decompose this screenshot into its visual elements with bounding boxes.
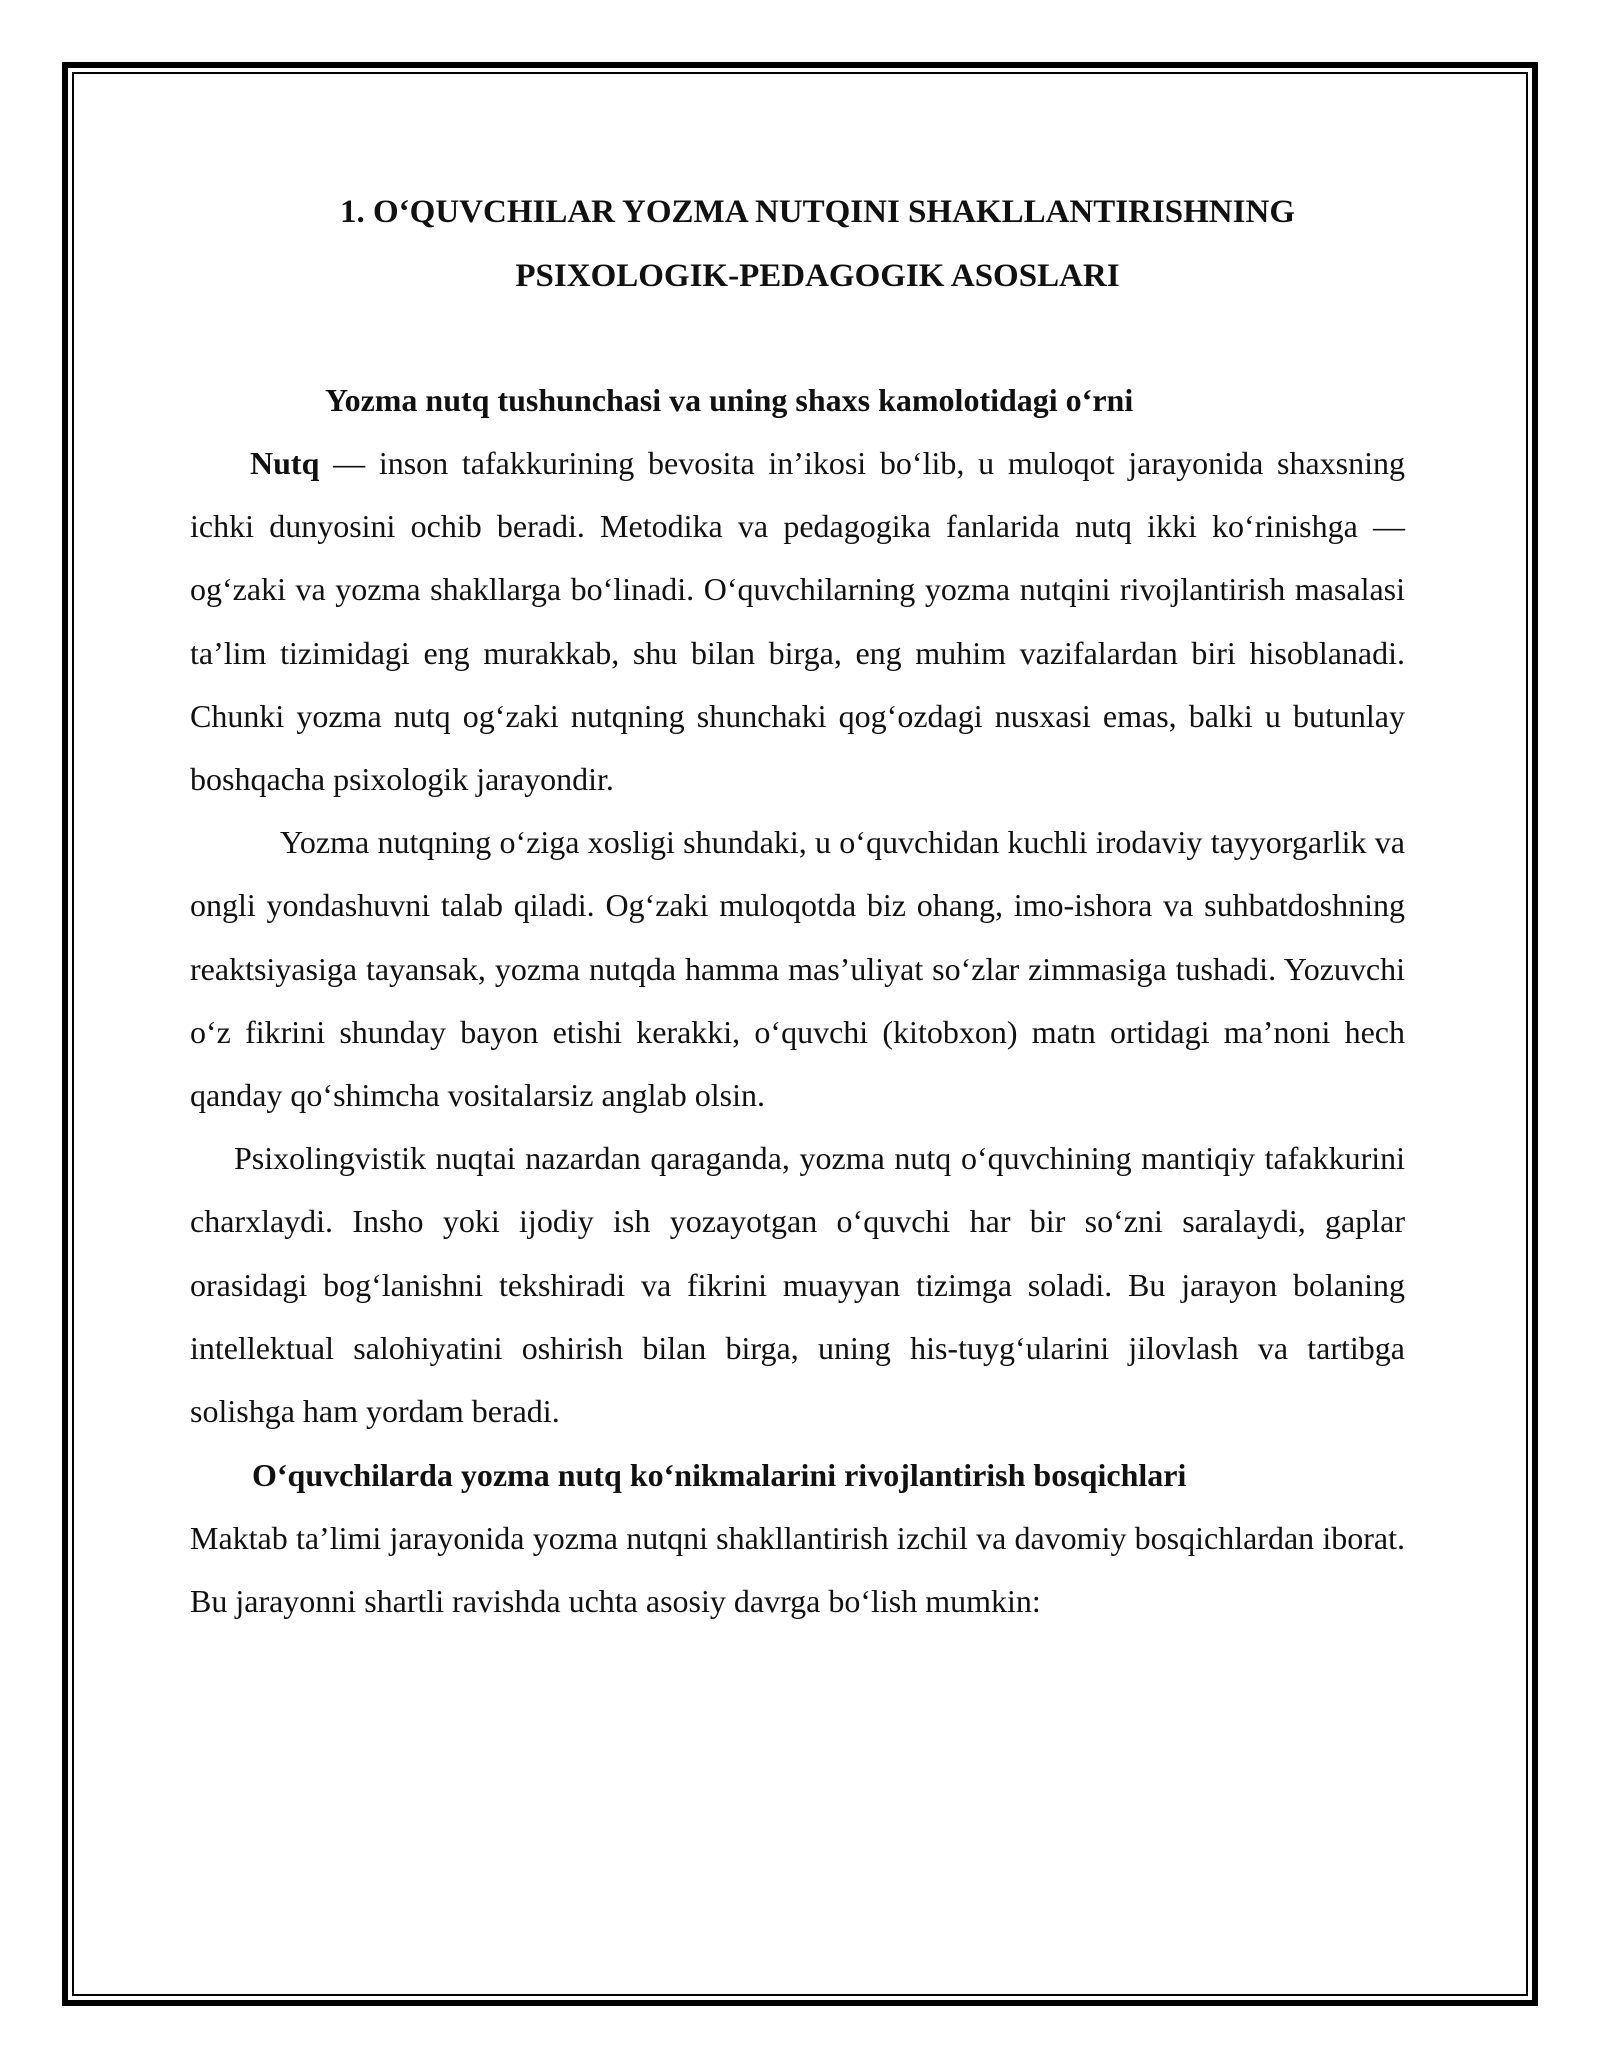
chapter-title bbox=[190, 180, 1405, 308]
section-heading: O‘quvchilarda yozma nutq ko‘nikmalarini rivojlantirish bosqichlari bbox=[252, 1457, 1187, 1494]
paragraph: Maktab ta’limi jarayonida yozma nutqni shakllantirish izchil va davomiy bosqichlardan iborat. Bu jarayonni shartli ravishda uchta asosiy davrga bo‘lish mumkin: bbox=[190, 1520, 1405, 1620]
paragraph bbox=[190, 432, 1405, 811]
paragraph: Psixolingvistik nuqtai nazardan qaraganda, yozma nutq o‘quvchining mantiqiy tafakkurini charxlaydi. Insho yoki ijodiy ish yozayotgan o‘quvchi har bir so‘zni saralaydi, gaplar orasidagi bog‘lanishni tekshiradi va fikrini muayyan tizimga soladi. Bu jarayon bolaning intellektual salohiyatini oshirish bilan birga, uning his-tuyg‘ularini jilovlash va tartibga solishga ham yordam beradi. bbox=[190, 1140, 1405, 1430]
document-body bbox=[190, 180, 1405, 1634]
term-bold: Nutq bbox=[250, 445, 320, 481]
chapter-title-line1: 1. O‘QUVCHILAR YOZMA NUTQINI SHAKLLANTIRISHNING bbox=[340, 194, 1295, 230]
paragraph: Yozma nutqning o‘ziga xosligi shundaki, u o‘quvchidan kuchli irodaviy tayyorgarlik va ongli yondashuvni talab qiladi. Og‘zaki muloqotda biz ohang, imo-ishora va suhbatdoshning reaktsiyasiga tayansak, yozma nutqda hamma mas’uliyat so‘zlar zimmasiga tushadi. Yozuvchi o‘z fikrini shunday bayon etishi kerakki, o‘quvchi (kitobxon) matn ortidagi ma’noni hech qanday qo‘shimcha vositalarsiz anglab olsin. bbox=[190, 824, 1405, 1114]
paragraph-text: — inson tafakkurining bevosita in’ikosi bo‘lib, u muloqot jarayonida shaxsning ichki dunyosini ochib beradi. Metodika va pedagogika fanlarida nutq ikki ko‘rinishga — og‘zaki va yozma shakllarga bo‘linadi. O‘quvchilarning yozma nutqini rivojlantirish masalasi ta’lim tizimidagi eng murakkab, shu bilan birga, eng muhim vazifalardan biri hisoblanadi. Chunki yozma nutq og‘zaki nutqning shunchaki qog‘ozdagi nusxasi emas, balki u butunlay boshqacha psixologik jarayondir. bbox=[190, 445, 1405, 798]
section-heading: Yozma nutq tushunchasi va uning shaxs kamolotidagi o‘rni bbox=[325, 382, 1134, 418]
chapter-title-line2: PSIXOLOGIK-PEDAGOGIK ASOSLARI bbox=[515, 258, 1120, 294]
